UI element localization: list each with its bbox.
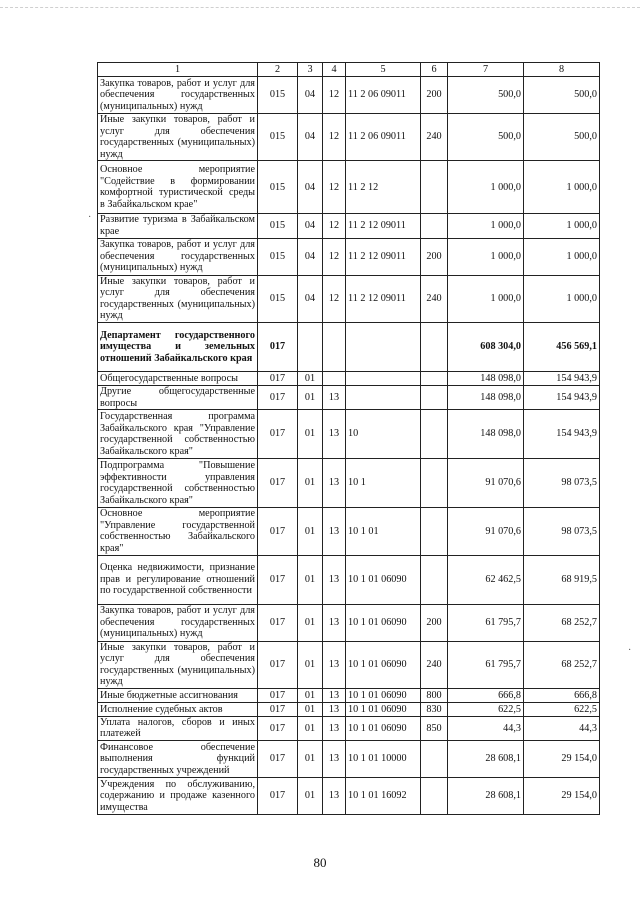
amount-year2-cell: 456 569,1 [524,322,600,371]
amount-year2-cell: 98 073,5 [524,508,600,555]
target-article-cell: 10 1 01 06090 [346,555,421,604]
table-row [98,688,600,702]
row-name-cell: Финансовое обеспечение выполнения функций государственных учреждений [98,741,258,778]
amount-year1-cell: 91 070,6 [448,459,524,508]
target-article-cell: 10 1 01 06090 [346,688,421,702]
section-code-cell: 04 [298,238,323,275]
section-code-cell [298,322,323,371]
column-header: 3 [298,63,323,77]
amount-year2-cell: 44,3 [524,716,600,740]
section-code-cell: 01 [298,741,323,778]
section-code-cell: 04 [298,214,323,238]
table-row [98,322,600,371]
ministry-code-cell: 017 [258,322,298,371]
target-article-cell: 11 2 12 09011 [346,275,421,322]
amount-year1-cell: 28 608,1 [448,741,524,778]
row-name-cell: Общегосударственные вопросы [98,371,258,385]
row-name-cell: Иные бюджетные ассигнования [98,688,258,702]
subsection-code-cell: 12 [323,275,346,322]
amount-year1-cell: 500,0 [448,114,524,161]
amount-year1-cell: 62 462,5 [448,555,524,604]
subsection-code-cell: 13 [323,604,346,641]
row-name-cell: Основное мероприятие "Управление государственной собственностью Забайкальского края" [98,508,258,555]
table-row [98,741,600,778]
ministry-code-cell: 017 [258,385,298,409]
ministry-code-cell: 015 [258,275,298,322]
row-name-cell: Закупка товаров, работ и услуг для обеспечения государственных (муниципальных) нужд [98,77,258,114]
section-code-cell: 01 [298,716,323,740]
amount-year1-cell: 666,8 [448,688,524,702]
subsection-code-cell: 13 [323,459,346,508]
target-article-cell: 10 [346,410,421,459]
target-article-cell: 11 2 12 09011 [346,238,421,275]
subsection-code-cell: 13 [323,716,346,740]
amount-year2-cell: 68 252,7 [524,604,600,641]
scan-edge-line [0,7,640,8]
section-code-cell: 04 [298,275,323,322]
table-row [98,238,600,275]
column-header: 5 [346,63,421,77]
table-row [98,114,600,161]
expense-type-cell [421,508,448,555]
amount-year2-cell: 154 943,9 [524,385,600,409]
expense-type-cell: 800 [421,688,448,702]
amount-year2-cell: 29 154,0 [524,778,600,815]
section-code-cell: 01 [298,641,323,688]
target-article-cell: 10 1 01 [346,508,421,555]
expense-type-cell: 200 [421,77,448,114]
target-article-cell: 10 1 01 06090 [346,702,421,716]
expense-type-cell [421,385,448,409]
row-name-cell: Иные закупки товаров, работ и услуг для обеспечения государственных (муниципальных) нужд [98,114,258,161]
subsection-code-cell [323,371,346,385]
expense-type-cell: 200 [421,604,448,641]
amount-year2-cell: 68 252,7 [524,641,600,688]
amount-year1-cell: 1 000,0 [448,275,524,322]
target-article-cell [346,322,421,371]
expense-type-cell: 240 [421,114,448,161]
amount-year1-cell: 500,0 [448,77,524,114]
table-row [98,508,600,555]
section-code-cell: 04 [298,77,323,114]
table-header-row [98,63,600,77]
row-name-cell: Государственная программа Забайкальского края "Управление государственной собственностью Забайкальского края" [98,410,258,459]
subsection-code-cell: 12 [323,238,346,275]
ministry-code-cell: 017 [258,371,298,385]
expense-type-cell: 240 [421,641,448,688]
row-name-cell: Закупка товаров, работ и услуг для обеспечения государственных (муниципальных) нужд [98,604,258,641]
target-article-cell: 11 2 06 09011 [346,114,421,161]
section-code-cell: 04 [298,161,323,214]
ministry-code-cell: 015 [258,114,298,161]
row-name-cell: Оценка недвижимости, признание прав и регулирование отношений по государственной собственности [98,555,258,604]
table-row [98,77,600,114]
subsection-code-cell: 13 [323,385,346,409]
column-header: 1 [98,63,258,77]
amount-year2-cell: 98 073,5 [524,459,600,508]
amount-year1-cell: 44,3 [448,716,524,740]
section-code-cell: 01 [298,702,323,716]
ministry-code-cell: 017 [258,716,298,740]
row-name-cell: Исполнение судебных актов [98,702,258,716]
amount-year2-cell: 154 943,9 [524,371,600,385]
ministry-code-cell: 015 [258,161,298,214]
table-row [98,385,600,409]
ministry-code-cell: 015 [258,77,298,114]
amount-year2-cell: 622,5 [524,702,600,716]
subsection-code-cell: 13 [323,741,346,778]
amount-year2-cell: 1 000,0 [524,214,600,238]
expense-type-cell [421,555,448,604]
ministry-code-cell: 017 [258,702,298,716]
amount-year1-cell: 148 098,0 [448,410,524,459]
subsection-code-cell [323,322,346,371]
budget-table [97,62,600,815]
ministry-code-cell: 017 [258,508,298,555]
row-name-cell: Департамент государственного имущества и земельных отношений Забайкальского края [98,322,258,371]
table-row [98,778,600,815]
column-header: 2 [258,63,298,77]
target-article-cell: 10 1 [346,459,421,508]
amount-year1-cell: 91 070,6 [448,508,524,555]
table-row [98,214,600,238]
expense-type-cell [421,410,448,459]
section-code-cell: 01 [298,778,323,815]
ministry-code-cell: 015 [258,214,298,238]
expense-type-cell [421,741,448,778]
amount-year1-cell: 148 098,0 [448,385,524,409]
amount-year1-cell: 28 608,1 [448,778,524,815]
ministry-code-cell: 015 [258,238,298,275]
section-code-cell: 01 [298,604,323,641]
section-code-cell: 01 [298,555,323,604]
target-article-cell: 10 1 01 16092 [346,778,421,815]
amount-year1-cell: 1 000,0 [448,214,524,238]
target-article-cell [346,371,421,385]
target-article-cell [346,385,421,409]
target-article-cell: 11 2 12 09011 [346,214,421,238]
amount-year1-cell: 61 795,7 [448,604,524,641]
row-name-cell: Развитие туризма в Забайкальском крае [98,214,258,238]
table-row [98,459,600,508]
expense-type-cell [421,371,448,385]
subsection-code-cell: 13 [323,702,346,716]
target-article-cell: 10 1 01 10000 [346,741,421,778]
amount-year1-cell: 61 795,7 [448,641,524,688]
ministry-code-cell: 017 [258,688,298,702]
subsection-code-cell: 13 [323,688,346,702]
subsection-code-cell: 12 [323,77,346,114]
row-name-cell: Другие общегосударственные вопросы [98,385,258,409]
table-row [98,371,600,385]
amount-year2-cell: 1 000,0 [524,275,600,322]
scan-dot-mark: · [628,645,632,656]
subsection-code-cell: 12 [323,214,346,238]
ministry-code-cell: 017 [258,410,298,459]
table-row [98,410,600,459]
subsection-code-cell: 12 [323,114,346,161]
expense-type-cell: 850 [421,716,448,740]
amount-year2-cell: 68 919,5 [524,555,600,604]
scan-dot-mark: · [88,212,92,223]
table-row [98,555,600,604]
expense-type-cell [421,214,448,238]
column-header: 6 [421,63,448,77]
expense-type-cell [421,161,448,214]
row-name-cell: Закупка товаров, работ и услуг для обеспечения государственных (муниципальных) нужд [98,238,258,275]
section-code-cell: 04 [298,114,323,161]
ministry-code-cell: 017 [258,641,298,688]
subsection-code-cell: 13 [323,410,346,459]
target-article-cell: 11 2 12 [346,161,421,214]
expense-type-cell [421,778,448,815]
target-article-cell: 10 1 01 06090 [346,716,421,740]
ministry-code-cell: 017 [258,741,298,778]
section-code-cell: 01 [298,688,323,702]
ministry-code-cell: 017 [258,459,298,508]
amount-year2-cell: 666,8 [524,688,600,702]
amount-year1-cell: 622,5 [448,702,524,716]
table-row [98,702,600,716]
section-code-cell: 01 [298,410,323,459]
subsection-code-cell: 13 [323,641,346,688]
subsection-code-cell: 13 [323,508,346,555]
amount-year1-cell: 1 000,0 [448,238,524,275]
subsection-code-cell: 13 [323,778,346,815]
target-article-cell: 10 1 01 06090 [346,641,421,688]
expense-type-cell [421,322,448,371]
expense-type-cell [421,459,448,508]
table-row [98,275,600,322]
table-row [98,641,600,688]
section-code-cell: 01 [298,385,323,409]
table-row [98,161,600,214]
amount-year2-cell: 154 943,9 [524,410,600,459]
row-name-cell: Основное мероприятие "Содействие в формировании комфортной туристической среды в Забайкальском крае" [98,161,258,214]
amount-year2-cell: 500,0 [524,77,600,114]
section-code-cell: 01 [298,371,323,385]
amount-year2-cell: 500,0 [524,114,600,161]
amount-year1-cell: 1 000,0 [448,161,524,214]
column-header: 8 [524,63,600,77]
row-name-cell: Учреждения по обслуживанию, содержанию и продаже казенного имущества [98,778,258,815]
expense-type-cell: 240 [421,275,448,322]
column-header: 4 [323,63,346,77]
row-name-cell: Подпрограмма "Повышение эффективности управления государственной собственностью Забайкальского края" [98,459,258,508]
ministry-code-cell: 017 [258,778,298,815]
ministry-code-cell: 017 [258,604,298,641]
row-name-cell: Иные закупки товаров, работ и услуг для обеспечения государственных (муниципальных) нужд [98,275,258,322]
column-header: 7 [448,63,524,77]
section-code-cell: 01 [298,459,323,508]
ministry-code-cell: 017 [258,555,298,604]
amount-year1-cell: 148 098,0 [448,371,524,385]
expense-type-cell: 830 [421,702,448,716]
amount-year2-cell: 1 000,0 [524,161,600,214]
row-name-cell: Уплата налогов, сборов и иных платежей [98,716,258,740]
subsection-code-cell: 12 [323,161,346,214]
row-name-cell: Иные закупки товаров, работ и услуг для обеспечения государственных (муниципальных) нужд [98,641,258,688]
expense-type-cell: 200 [421,238,448,275]
section-code-cell: 01 [298,508,323,555]
table-row [98,716,600,740]
table-row [98,604,600,641]
table-body [98,77,600,815]
amount-year2-cell: 29 154,0 [524,741,600,778]
page-number: 80 [313,855,327,870]
amount-year1-cell: 608 304,0 [448,322,524,371]
amount-year2-cell: 1 000,0 [524,238,600,275]
target-article-cell: 11 2 06 09011 [346,77,421,114]
subsection-code-cell: 13 [323,555,346,604]
target-article-cell: 10 1 01 06090 [346,604,421,641]
